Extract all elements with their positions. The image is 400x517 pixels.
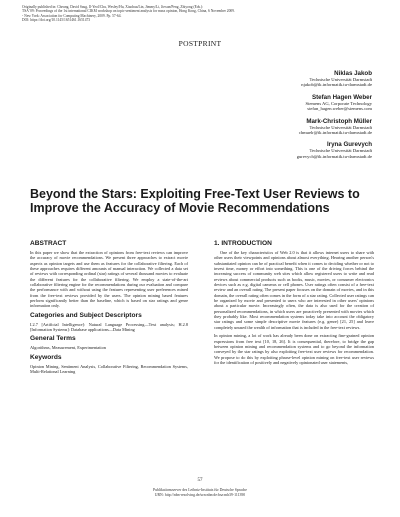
keywords-heading: Keywords [30, 353, 62, 361]
publication-note-line: TSA '09: Proceedings of the 1st international CIKM workshop on topic-sentiment analysis for mass opinion, Hong Kong, China, 6 November 2009. [22, 9, 235, 14]
introduction-paragraph: One of the key characteristics of Web 2.0 is that it allows internet users to share with other users their viewpoints and opinions about almost everything. Hearing another person's substantiated opinion can be of practical benefit when it comes to deciding whether or not to invest time, money or effort into something. This is one of the driving forces behind the increasing success of community web sites which allow registered users to write and read reviews about commercial products such as books, music, movies, or consumer electronics devices such as e.g. digital cameras or cell phones. User ratings often consist of a free-text review and an overall rating. The present paper focuses on the domain of movies, and in this domain, the overall rating often comes in the form of a star rating. Collected user ratings can be organized by movie and presented to users who are interested in other users' opinions about a particular movie. Increasingly often, the data is also used for the creation of personalized recommendations, in which users are proactively presented with movies which they probably like. Most recommendation systems today take into account the obligatory star ratings and some simple descriptive movie features (e.g. genre) [21, 25] and leave completely unused the wealth of information that is included in the free-text reviews. [214, 250, 374, 330]
author-email[interactable]: gurevych@tk.informatik.tu-darmstadt.de [296, 153, 372, 159]
general-terms-text: Algorithms, Measurement, Experimentation [30, 345, 106, 351]
author-entry [222, 70, 372, 88]
paper-title: Beyond the Stars: Exploiting Free-Text User Reviews to Improve the Accuracy of Movie Recommendations [30, 187, 360, 215]
author-entry [222, 94, 372, 112]
author-entry [222, 118, 372, 136]
author-email[interactable]: stefan_hagen.weber@siemens.com [307, 106, 372, 112]
introduction-paragraph: In opinion mining, a lot of work has already been done on extracting fine-grained opinion expressions from free text [10, 18, 26]. It is consequential, therefore, to bridge the gap between opinion mining and recommendation systems and to go beyond the information conveyed by the star ratings by also exploiting free-text user reviews for recommendation. We propose to do this by exploiting phrase-level opinion mining on free-text user reviews for the identification of positively and negatively opinionated user statements, [214, 333, 374, 365]
left-column [30, 240, 188, 378]
doi-link[interactable]: DOI: https://doi.org/10.1145/1651461.1651473 [22, 18, 91, 23]
author-name: Mark-Christoph Müller [306, 117, 372, 125]
author-email[interactable]: chmuelr@tk.informatik.tu-darmstadt.de [298, 130, 372, 136]
general-terms-heading: General Terms [30, 335, 76, 343]
author-affiliation: Technische Universität Darmstadt [309, 124, 372, 130]
abstract-text: In this paper we show that the extraction of opinions from free-text reviews can improve the accuracy of movie recommendations. We present three approaches to extract movie aspects as opinion targets and use them as features for the collaborative filtering. Each of these approaches requires different amounts of manual interaction. We collected a data set of reviews with corresponding ordinal (star) ratings of several thousand movies to evaluate the different features for the collaborative filtering. We employ a state-of-the-art collaborative filtering engine for the recommendations during our evaluation and compare the performance with and without using the features representing user preferences mined from the free-text reviews provided by the users. The opinion mining based features perform significantly better than the baseline, which is based on star ratings and genre information only. [30, 250, 188, 309]
categories-text: I.2.7 [Artificial Intelligence]: Natural Language Processing—Text analysis; H.2.8 [Information Systems]: Database applications—Data Mining [30, 321, 188, 333]
author-name: Stefan Hagen Weber [311, 93, 372, 101]
author-affiliation: Technische Universität Darmstadt [309, 77, 372, 82]
publication-note-line: - New York: Association for Computing Machinery, 2009. Pp. 57-64. [22, 13, 122, 18]
author-affiliation: Technische Universität Darmstadt [309, 148, 372, 154]
right-column [214, 240, 374, 368]
author-email[interactable]: njakob@tk.informatik.tu-darmstadt.de [301, 82, 372, 88]
introduction-heading: 1. INTRODUCTION [214, 240, 272, 247]
footer-publisher: Publikationsserver des Leibniz-Instituts für Deutsche Sprache [153, 488, 247, 492]
publication-note-line: Originally published in: Cheung, David Saug, Il-Yeol/Chu, Wesley/Hu, Xiaohua/Lin, Jimmy/Li, Jiexun/Peng, Zhiyong (Eds.): [22, 5, 204, 9]
footer [0, 488, 400, 497]
author-name: Iryna Gurevych [326, 141, 372, 149]
author-affiliation: Siemens AG, Corporate Technology [305, 100, 372, 106]
keywords-text: Opinion Mining, Sentiment Analysis, Collaborative Filtering, Recommendation Systems, Multi-Relational Learning [30, 363, 188, 375]
publication-note [22, 5, 352, 23]
author-block [222, 70, 372, 165]
author-name: Niklas Jakob [334, 70, 372, 77]
abstract-heading: ABSTRACT [30, 240, 67, 247]
categories-heading: Categories and Subject Descriptors [30, 311, 142, 319]
page-number: 57 [197, 478, 203, 483]
postprint-label: POSTPRINT [178, 39, 222, 48]
footer-urn-link[interactable]: URN: http://nbn-resolving.de/urn:nbn:de:bsz:mh39-111390 [154, 492, 246, 497]
author-entry [222, 141, 372, 159]
